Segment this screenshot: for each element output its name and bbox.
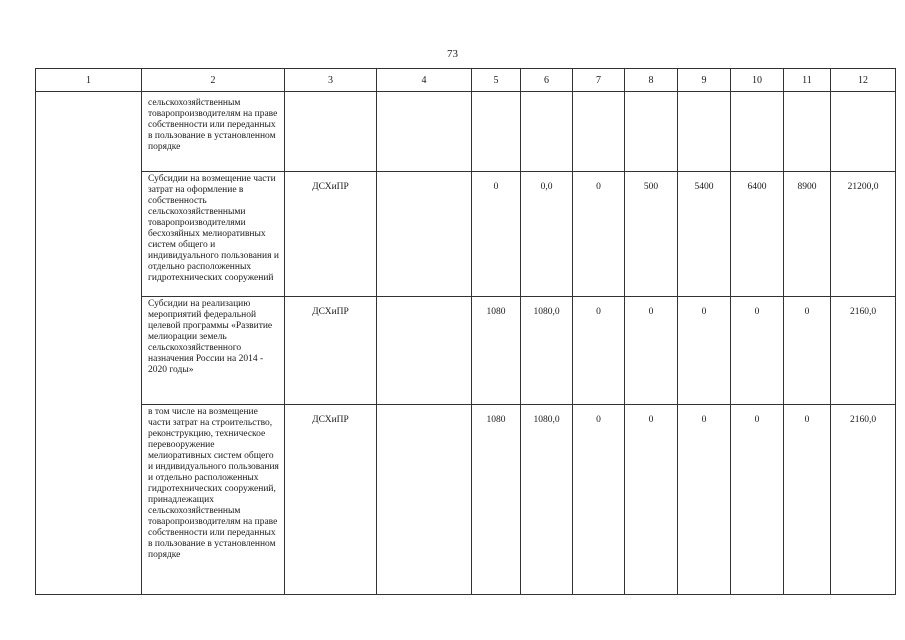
row-col5 <box>472 92 521 172</box>
row-description: Субсидии на возмещение части затрат на оформление в собственность сельскохозяйственными товаропроизводителями бесхозяйных мелиоративных систем общего и индивидуального пользования и отдельно расположенных гидротехнических сооружений <box>142 172 285 297</box>
header-col-7: 7 <box>573 69 625 92</box>
program-table <box>35 68 896 595</box>
row-executor: ДСХиПР <box>285 172 377 297</box>
row-col10: 0 <box>731 405 784 595</box>
row-total: 21200,0 <box>831 172 896 297</box>
header-row <box>36 69 896 92</box>
header-col-8: 8 <box>625 69 678 92</box>
row-col4 <box>377 172 472 297</box>
row-col5: 1080 <box>472 405 521 595</box>
header-col-11: 11 <box>784 69 831 92</box>
page-number: 73 <box>447 48 458 60</box>
row-col6 <box>521 92 573 172</box>
row-col7 <box>573 92 625 172</box>
row-description: в том числе на возмещение части затрат на строительство, реконструкцию, техническое перевооружение мелиоративных систем общего и индивидуального пользования и отдельно расположенных гидротехнических сооружений, принадлежащих сельскохозяйственным товаропроизводителям на праве собственности или переданных в пользование в установленном порядке <box>142 405 285 595</box>
row-col9: 0 <box>678 297 731 405</box>
header-col-6: 6 <box>521 69 573 92</box>
row-col6: 1080,0 <box>521 405 573 595</box>
row-col9: 0 <box>678 405 731 595</box>
row-col8: 0 <box>625 405 678 595</box>
row-col4 <box>377 92 472 172</box>
table-row <box>36 172 896 297</box>
row-col11: 8900 <box>784 172 831 297</box>
row-col5: 0 <box>472 172 521 297</box>
row-col8: 0 <box>625 297 678 405</box>
row-col10 <box>731 92 784 172</box>
col1-merged-cell <box>36 92 142 595</box>
header-col-10: 10 <box>731 69 784 92</box>
row-col9: 5400 <box>678 172 731 297</box>
row-col7: 0 <box>573 405 625 595</box>
row-col4 <box>377 405 472 595</box>
row-total <box>831 92 896 172</box>
table-row <box>36 405 896 595</box>
header-col-12: 12 <box>831 69 896 92</box>
row-col5: 1080 <box>472 297 521 405</box>
row-executor <box>285 92 377 172</box>
row-col11 <box>784 92 831 172</box>
header-col-5: 5 <box>472 69 521 92</box>
row-col7: 0 <box>573 172 625 297</box>
row-total: 2160,0 <box>831 405 896 595</box>
row-col8: 500 <box>625 172 678 297</box>
row-col11: 0 <box>784 297 831 405</box>
row-total: 2160,0 <box>831 297 896 405</box>
row-col6: 0,0 <box>521 172 573 297</box>
row-col11: 0 <box>784 405 831 595</box>
row-description: сельскохозяйственным товаропроизводителям на праве собственности или переданных в пользование в установленном порядке <box>142 92 285 172</box>
row-executor: ДСХиПР <box>285 405 377 595</box>
row-executor: ДСХиПР <box>285 297 377 405</box>
row-col7: 0 <box>573 297 625 405</box>
row-col4 <box>377 297 472 405</box>
table-row <box>36 92 896 172</box>
row-col8 <box>625 92 678 172</box>
row-col10: 6400 <box>731 172 784 297</box>
header-col-2: 2 <box>142 69 285 92</box>
header-col-1: 1 <box>36 69 142 92</box>
header-col-3: 3 <box>285 69 377 92</box>
table-row <box>36 297 896 405</box>
row-col9 <box>678 92 731 172</box>
row-description: Субсидии на реализацию мероприятий федеральной целевой программы «Развитие мелиорации земель сельскохозяйственного назначения России на 2014 - 2020 годы» <box>142 297 285 405</box>
header-col-9: 9 <box>678 69 731 92</box>
row-col6: 1080,0 <box>521 297 573 405</box>
header-col-4: 4 <box>377 69 472 92</box>
row-col10: 0 <box>731 297 784 405</box>
